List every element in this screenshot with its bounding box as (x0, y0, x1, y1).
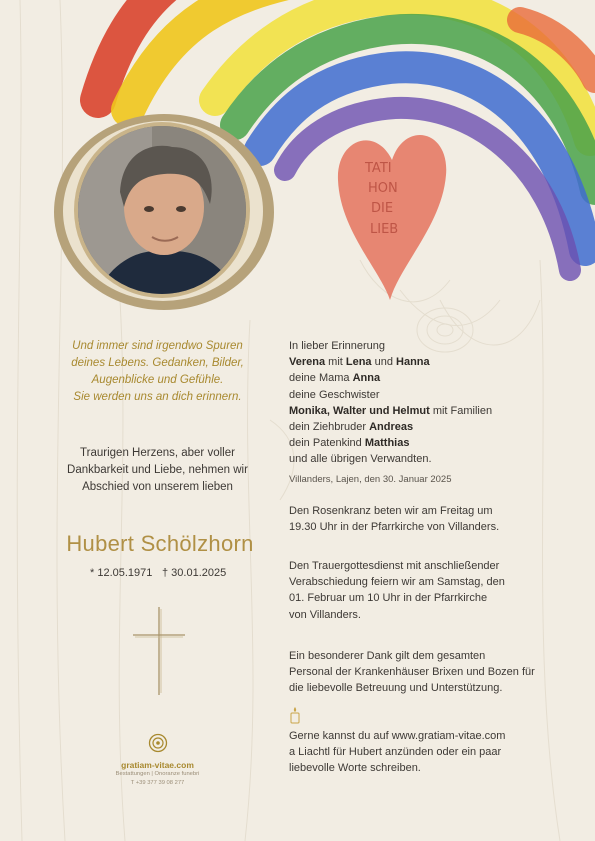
deceased-name: Hubert Schölzhorn (66, 531, 254, 556)
service-line: von Villanders. (289, 608, 361, 621)
rosary-notice (289, 503, 549, 535)
brand-phone: T +39 377 39 08 277 (130, 780, 185, 786)
online-line: a Liachtl für Hubert anzünden oder ein paar (289, 746, 502, 759)
farewell-line: Dankbarkeit und Liebe, nehmen wir (67, 464, 248, 476)
mourners-list (289, 338, 569, 488)
thanks-notice (289, 648, 579, 697)
online-line: Gerne kannst du auf www.gratiam-vitae.com (289, 730, 506, 742)
service-line: Verabschiedung feiern wir am Samstag, den (289, 576, 505, 589)
mourner-line: deine Mama Anna (289, 372, 381, 385)
heart-line-3: DIE (371, 201, 394, 216)
brand-icon (147, 733, 169, 753)
heart-line-2: HON (368, 181, 398, 196)
birth-date: * 12.05.1971 (90, 567, 153, 579)
thanks-line: Personal der Krankenhäuser Brixen und Bozen für (289, 666, 535, 679)
cross-icon (131, 607, 187, 697)
farewell-line: Traurigen Herzens, aber voller (80, 447, 235, 459)
rosary-line: 19.30 Uhr in der Pfarrkirche von Villanders. (289, 521, 500, 534)
mourner-line: und alle übrigen Verwandten. (289, 453, 432, 466)
thanks-line: Ein besonderer Dank gilt dem gesamten (289, 650, 486, 662)
mourner-line: dein Patenkind Matthias (289, 437, 410, 450)
candle-icon (289, 707, 301, 724)
brand-website: gratiam-vitae.com (121, 760, 194, 770)
place-date: Villanders, Lajen, den 30. Januar 2025 (289, 473, 452, 485)
memorial-quote (50, 338, 265, 406)
memory-intro: In lieber Erinnerung (289, 340, 386, 352)
quote-line: Augenblicke und Gefühle. (91, 374, 224, 386)
heart-line-4: LIEB (370, 222, 399, 237)
service-line: Den Trauergottesdienst mit anschließender (289, 560, 500, 572)
death-date: † 30.01.2025 (162, 567, 227, 579)
online-candle-notice (289, 728, 559, 777)
quote-line: deines Lebens. Gedanken, Bilder, (71, 357, 244, 369)
farewell-text (50, 445, 265, 496)
brand-logo (60, 733, 255, 788)
mourner-line: Verena mit Lena und Hanna (289, 356, 430, 369)
quote-line: Sie werden uns an dich erinnern. (73, 391, 242, 403)
funeral-service-notice (289, 558, 559, 623)
rosary-line: Den Rosenkranz beten wir am Freitag um (289, 505, 493, 517)
quote-line: Und immer sind irgendwo Spuren (72, 340, 243, 352)
brand-subtitle: Bestattungen | Onoranze funebri (115, 771, 200, 777)
mourner-line: dein Ziehbruder Andreas (289, 421, 414, 434)
service-line: 01. Februar um 10 Uhr in der Pfarrkirche (289, 592, 488, 605)
heart-line-1: TATI (365, 161, 392, 176)
thanks-line: die liebevolle Betreuung und Unterstützung. (289, 682, 503, 695)
online-line: liebevolle Worte schreiben. (289, 762, 421, 775)
portrait-photo (52, 112, 276, 312)
mourner-line: Monika, Walter und Helmut mit Familien (289, 404, 493, 417)
farewell-line: Abschied von unserem lieben (82, 481, 233, 493)
mourner-line: deine Geschwister (289, 388, 380, 401)
